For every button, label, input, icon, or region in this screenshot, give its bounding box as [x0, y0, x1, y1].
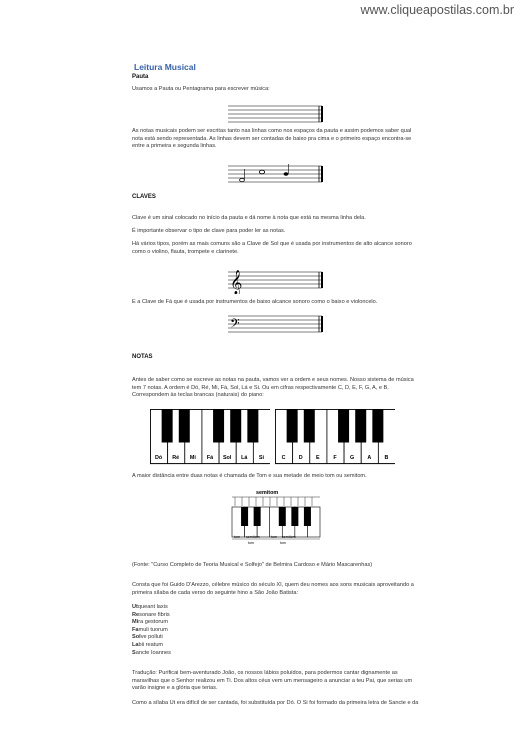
label-semitom-1: semitom [246, 535, 260, 539]
hymn-rest: bii reatum [138, 641, 164, 648]
notas-p2: A maior distância entre duas notas é chamada de Tom e sua metade de meio tom ou semitom. [132, 473, 367, 479]
letter-black-key-0 [287, 410, 298, 443]
diagram-black-key-4 [304, 507, 311, 526]
hymn-verse [132, 612, 332, 620]
diagram-black-key-1 [254, 507, 261, 526]
site-watermark: www.cliqueapostilas.com.br [360, 3, 514, 17]
solfege-key-label: Sol [222, 455, 232, 461]
solfege-black-key-4 [247, 410, 258, 443]
claves-p3: Há vários tipos, porém as mais comuns são a Clave de Sol que é usada por instrumentos de alto alcance sonoro como o violino, flauta, trompete e clarinete. [132, 241, 412, 255]
hymn-rest: ancte Ioannes [135, 649, 171, 656]
letter-key-label: B [384, 455, 389, 461]
notas-p1: Antes de saber como se escreve as notas na pauta, vamos ver a ordem e seus nomes. Nosso sistema de música tem 7 notas. A ordem é Dó, Ré, Mi, Fá, Sol, Lá e Si. Ou em cifras respectivamente C, D, E, F, G, A, e B. Correspondem às teclas brancas (naturais) do piano: [132, 377, 414, 399]
hymn-rest: sonare fibris [139, 611, 170, 618]
solfege-key-label: Fá [206, 455, 214, 461]
note-quarter [284, 172, 289, 175]
piano-keyboard-solfege [150, 409, 270, 465]
hymn-rest: ra gestorum [138, 619, 169, 626]
letter-key-label: D [298, 455, 303, 461]
hymn-verse [132, 627, 332, 635]
solfege-black-key-1 [179, 410, 190, 443]
section-heading-claves: CLAVES [132, 194, 156, 200]
letter-black-key-4 [372, 410, 383, 443]
hymn-syllable: La [132, 641, 139, 648]
claves-p1: Clave é um sinal colocado no início da pauta e dá nome à nota que está na mesma linha dela. [132, 215, 366, 221]
label-tom-1: tom [234, 535, 240, 539]
label-tom-b1: tom [248, 541, 254, 545]
diagram-black-key-2 [279, 507, 286, 526]
solfege-black-key-2 [213, 410, 224, 443]
hymn-syllable: S [132, 649, 136, 656]
hymn-syllable: Re [132, 611, 140, 618]
label-tom-2: tom [271, 535, 277, 539]
solfege-black-key-0 [162, 410, 173, 443]
tone-semitone-diagram [228, 487, 324, 553]
solfege-key-label: Ré [172, 455, 180, 461]
translation: Tradução: Purificai bem-aventurado João, os nossos lábios poluídos, para podermos cantar dignamente as maravilhas que o Senhor realizou em Ti. Dos altos céus vem um mensageiro a anunciar a teu Pai, que serias um varão insigne e a glória que terias. [132, 670, 413, 692]
hymn-rest: ve polluti [140, 634, 163, 641]
solfege-key-label: Lá [241, 455, 248, 461]
staff-bass-clef [228, 313, 324, 335]
hymn-rest: queant laxis [137, 604, 168, 610]
label-tom-b2: tom [280, 541, 286, 545]
hymn-verse [132, 650, 332, 658]
claves-p2: É importante observar o tipo de clave para poder ler as notas. [132, 228, 286, 234]
staff-with-notes [228, 163, 324, 185]
hymn-verses [132, 604, 332, 657]
staff-empty [228, 104, 324, 124]
source-citation: (Fonte: "Curso Completo de Teoria Musical e Solfejo" de Belmira Cardoso e Mário Mascarenhas) [132, 562, 373, 568]
solfege-black-key-3 [230, 410, 241, 443]
label-semitom-2: semitom [282, 535, 296, 539]
letter-black-key-3 [355, 410, 366, 443]
letter-key-label: C [281, 455, 286, 461]
history-p1: Consta que foi Guido D'Arezzo, célebre músico do século XI, quem deu nomes aos sons musicais aproveitando a primeira sílaba de cada verso do seguinte hino a São João Batista: [132, 582, 414, 596]
treble-clef-icon: 𝄞 [230, 270, 243, 294]
note-half [240, 178, 245, 181]
hymn-verse [132, 604, 332, 612]
hymn-syllable: Ut [132, 604, 138, 610]
piano-keyboard-letters [275, 409, 395, 465]
solfege-key-label: Si [258, 455, 264, 461]
letter-black-key-2 [338, 410, 349, 443]
hymn-verse [132, 642, 332, 650]
diagram-black-key-0 [241, 507, 248, 526]
letter-key-label: A [367, 455, 372, 461]
letter-key-label: F [333, 455, 337, 461]
history-last: Como a sílaba Ut era difícil de ser cantada, foi substituída por Dó. O Si foi formado da primeira letra de Sancte e da [132, 700, 419, 706]
letter-key-label: E [316, 455, 320, 461]
pauta-paragraph: As notas musicais podem ser escritas tanto nas linhas como nos espaços da pauta e assim podemos saber qual nota está sendo representada. As linhas devem ser contadas de baixo pra cima e o primeiro espaço encontra-se entre a primeira e segunda linhas. [132, 128, 412, 150]
hymn-syllable: Sol [132, 634, 141, 641]
pauta-intro: Usamos a Pauta ou Pentagrama para escrever música: [132, 86, 270, 92]
solfege-key-label: Mi [189, 455, 196, 461]
letter-key-label: G [350, 455, 355, 461]
bass-clef-icon: 𝄢 [230, 316, 240, 334]
label-semitom-top: semitom [256, 490, 279, 496]
hymn-syllable: Mi [132, 619, 139, 626]
letter-black-key-1 [304, 410, 315, 443]
page-title: Leitura Musical [134, 62, 196, 72]
hymn-verse [132, 619, 332, 627]
hymn-rest: muli tuorum [138, 626, 168, 633]
section-heading-notas: NOTAS [132, 354, 153, 360]
solfege-key-label: Dó [154, 455, 163, 461]
claves-p4: E a Clave de Fá que é usada por instrumentos de baixo alcance sonoro como o baixo e violoncelo. [132, 299, 378, 305]
note-whole [259, 170, 264, 174]
hymn-verse [132, 634, 332, 642]
staff-treble-clef [228, 266, 324, 294]
hymn-syllable: Fa [132, 626, 139, 633]
section-heading-pauta: Pauta [132, 74, 149, 80]
diagram-black-key-3 [291, 507, 298, 526]
